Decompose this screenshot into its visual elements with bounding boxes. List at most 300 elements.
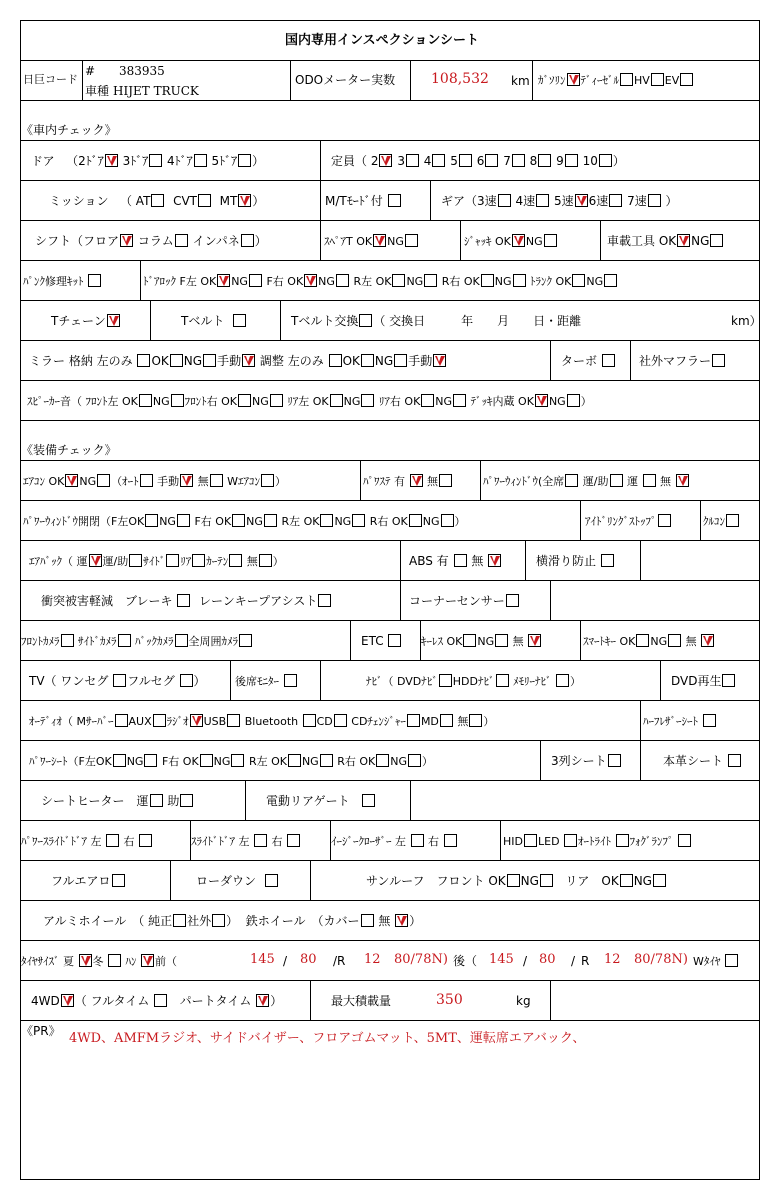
mirror-fold-left-checkbox[interactable] xyxy=(137,354,150,367)
capacity-7-checkbox[interactable] xyxy=(512,154,525,167)
airbag-rear-checkbox[interactable] xyxy=(192,554,205,567)
interior-heading-row xyxy=(21,100,759,140)
mirror-adjust-left-checkbox[interactable] xyxy=(329,354,342,367)
mission-cvt-label: CVT xyxy=(173,194,197,208)
sunroof-rear-ok-checkbox[interactable] xyxy=(620,874,633,887)
sunroof-rear-ng-checkbox[interactable] xyxy=(653,874,666,887)
capacity-7-label: 7 xyxy=(503,154,511,168)
door-lock-rl-ok-checkbox[interactable] xyxy=(392,274,405,287)
power-seat-rl-ok-checkbox[interactable] xyxy=(288,754,301,767)
audio-radio-label: ﾗｼﾞｵ xyxy=(166,715,189,728)
puncture-kit-checkbox[interactable] xyxy=(88,274,101,287)
pw-open-rr-ng-checkbox[interactable] xyxy=(441,514,454,527)
speaker-rl-ng-checkbox[interactable] xyxy=(361,394,374,407)
capacity-9-label: 9 xyxy=(556,154,564,168)
tire-rear-slash-r: / xyxy=(571,954,576,968)
power-slide-left-checkbox[interactable] xyxy=(106,834,119,847)
capacity-4-checkbox[interactable] xyxy=(432,154,445,167)
tire-front-load: 80/78N) xyxy=(394,952,448,967)
mission-mt-label: MT xyxy=(219,194,238,208)
door-lock-rr-ng-label: NG xyxy=(494,275,512,288)
turbo-checkbox[interactable] xyxy=(602,354,615,367)
speaker-fl-ng-checkbox[interactable] xyxy=(171,394,184,407)
keyless-label: ｷｰﾚｽ OK xyxy=(421,635,463,648)
led-checkbox[interactable] xyxy=(564,834,577,847)
door-lock-trunk-label: ﾄﾗﾝｸ OK xyxy=(530,275,572,288)
speaker-fr-ng-checkbox[interactable] xyxy=(270,394,283,407)
rear-monitor-checkbox[interactable] xyxy=(284,674,297,687)
seat-heater-driver-checkbox[interactable] xyxy=(150,794,163,807)
collision-brake-checkbox[interactable] xyxy=(177,594,190,607)
side-camera-checkbox[interactable] xyxy=(118,634,131,647)
spare-ng-label: NG xyxy=(387,235,404,248)
alumi-close: ） xyxy=(226,914,239,928)
mirror-fold-ok-checkbox[interactable] xyxy=(170,354,183,367)
capacity-10-checkbox[interactable] xyxy=(599,154,612,167)
speaker-fl-ok-checkbox[interactable] xyxy=(139,394,152,407)
steel-none-checkbox[interactable] xyxy=(395,914,408,927)
power-seat-close: ） xyxy=(422,755,433,768)
aircon-auto-checkbox[interactable] xyxy=(140,474,153,487)
pw-open-fl-ng-checkbox[interactable] xyxy=(177,514,190,527)
spare-ng-checkbox[interactable] xyxy=(405,234,418,247)
aircon-none-label: 無 xyxy=(197,475,209,488)
capacity-8-checkbox[interactable] xyxy=(538,154,551,167)
capacity-3-checkbox[interactable] xyxy=(406,154,419,167)
max-load-value: 350 xyxy=(436,992,463,1008)
sunroof-rear-ng-label: NG xyxy=(633,874,652,888)
fulltime-label: （ フルタイム xyxy=(74,994,150,1008)
t-belt-km: km） xyxy=(731,314,762,328)
tire-half-checkbox[interactable] xyxy=(141,954,154,967)
door-lock-trunk-ok-checkbox[interactable] xyxy=(572,274,585,287)
pw-open-rl-ok-checkbox[interactable] xyxy=(320,514,333,527)
mission-at-label: （ AT xyxy=(119,194,151,208)
w-tire-checkbox[interactable] xyxy=(725,954,738,967)
tire-front-width: 145 xyxy=(250,952,275,967)
tire-rear-width: 145 xyxy=(489,952,514,967)
equipment-section-heading: 《装備チェック》 xyxy=(21,443,117,457)
gear-4-label: 4速 xyxy=(515,194,536,208)
tv-fullseg-checkbox[interactable] xyxy=(180,674,193,687)
door-lock-rr-label: R右 OK xyxy=(441,275,480,288)
tire-summer-checkbox[interactable] xyxy=(79,954,92,967)
power-seat-fr-ok-checkbox[interactable] xyxy=(200,754,213,767)
door-lock-fl-ng-checkbox[interactable] xyxy=(249,274,262,287)
auto-light-checkbox[interactable] xyxy=(616,834,629,847)
shift-floor-checkbox[interactable] xyxy=(120,234,133,247)
door-label: ドア xyxy=(31,154,55,168)
power-window-dp-checkbox[interactable] xyxy=(610,474,623,487)
pw-open-fr-ok-checkbox[interactable] xyxy=(232,514,245,527)
etc-label: ETC xyxy=(361,634,384,648)
smart-key-label: ｽﾏｰﾄｷｰ OK xyxy=(583,635,636,648)
speaker-deck-ok-checkbox[interactable] xyxy=(535,394,548,407)
speaker-rr-ok-checkbox[interactable] xyxy=(421,394,434,407)
door-4-checkbox[interactable] xyxy=(194,154,207,167)
tire-winter-checkbox[interactable] xyxy=(108,954,121,967)
etc-checkbox[interactable] xyxy=(388,634,401,647)
power-seat-rr-ok-checkbox[interactable] xyxy=(376,754,389,767)
shift-column-checkbox[interactable] xyxy=(175,234,188,247)
smart-key-ok-checkbox[interactable] xyxy=(636,634,649,647)
fuel-gas-label: ｶﾞｿﾘﾝ xyxy=(538,74,566,87)
airbag-driver-checkbox[interactable] xyxy=(89,554,102,567)
rear-monitor-label: 後席ﾓﾆﾀｰ xyxy=(235,675,279,688)
back-camera-label: ﾊﾞｯｸｶﾒﾗ xyxy=(135,635,174,648)
t-belt-change-checkbox[interactable] xyxy=(359,314,372,327)
keyless-none-label: 無 xyxy=(512,635,524,648)
airbag-curtain-label: ｶｰﾃﾝ xyxy=(206,555,229,568)
mirror-adjust-ok-checkbox[interactable] xyxy=(361,354,374,367)
gear-7-label: 7速 xyxy=(627,194,647,208)
gear-4-checkbox[interactable] xyxy=(536,194,549,207)
capacity-2-checkbox[interactable] xyxy=(379,154,392,167)
door-3-checkbox[interactable] xyxy=(149,154,162,167)
capacity-2-label: 2 xyxy=(370,154,379,168)
lane-keep-checkbox[interactable] xyxy=(318,594,331,607)
aircon-label: ｴｱｺﾝ OK xyxy=(23,475,65,488)
capacity-8-label: 8 xyxy=(529,154,538,168)
easy-closer-left-checkbox[interactable] xyxy=(411,834,424,847)
gear-5-checkbox[interactable] xyxy=(575,194,588,207)
aircon-ok-checkbox[interactable] xyxy=(65,474,78,487)
power-rear-gate-checkbox[interactable] xyxy=(362,794,375,807)
page-title: 国内専用インスペクションシート xyxy=(285,33,480,48)
front-camera-checkbox[interactable] xyxy=(61,634,74,647)
power-rear-gate-label: 電動リアゲート xyxy=(266,794,350,808)
puncture-kit-label: ﾊﾟﾝｸ修理ｷｯﾄ xyxy=(23,275,84,288)
mirror-adjust-ng-label: NG xyxy=(374,354,394,368)
airbag-dp-checkbox[interactable] xyxy=(129,554,142,567)
power-steering-none-checkbox[interactable] xyxy=(439,474,452,487)
speaker-deck-ng-label: NG xyxy=(548,395,566,408)
hid-label: HID xyxy=(503,835,523,848)
lane-keep-label: レーンキープアシスト xyxy=(199,594,318,608)
full-aero-checkbox[interactable] xyxy=(112,874,125,887)
idling-stop-checkbox[interactable] xyxy=(658,514,671,527)
pw-open-fl-ng-label: NG xyxy=(159,515,176,528)
door-2-checkbox[interactable] xyxy=(105,154,118,167)
pw-open-fr-ng-checkbox[interactable] xyxy=(264,514,277,527)
door-lock-fr-ng-checkbox[interactable] xyxy=(336,274,349,287)
door-lock-fr-ng-label: NG xyxy=(318,275,335,288)
tire-rear-slash: / xyxy=(523,954,528,968)
model-value: HIJET TRUCK xyxy=(113,84,199,98)
shift-close: ） xyxy=(254,234,267,248)
gear-7-checkbox[interactable] xyxy=(648,194,661,207)
shift-column-label: コラム xyxy=(137,234,174,248)
door-lock-fr-ok-checkbox[interactable] xyxy=(304,274,317,287)
door-lock-trunk-ng-checkbox[interactable] xyxy=(604,274,617,287)
smart-key-none-label: 無 xyxy=(685,635,697,648)
speaker-deck-label: ﾃﾞｯｷ内蔵 OK xyxy=(470,395,534,408)
power-seat-rl-ng-label: NG xyxy=(301,755,319,768)
gear-close: ） xyxy=(665,194,678,208)
airbag-none-checkbox[interactable] xyxy=(259,554,272,567)
t-chain-checkbox[interactable] xyxy=(107,314,120,327)
jack-ng-checkbox[interactable] xyxy=(544,234,557,247)
audio-usb-label: USB xyxy=(203,715,227,728)
pw-open-fr-ng-label: NG xyxy=(246,515,263,528)
easy-closer-right-checkbox[interactable] xyxy=(444,834,457,847)
power-window-driver-checkbox[interactable] xyxy=(643,474,656,487)
gear-3-label: 3速 xyxy=(477,194,497,208)
hid-checkbox[interactable] xyxy=(524,834,537,847)
t-belt-checkbox[interactable] xyxy=(233,314,246,327)
aircon-none-checkbox[interactable] xyxy=(210,474,223,487)
capacity-9-checkbox[interactable] xyxy=(565,154,578,167)
fuel-gas-checkbox[interactable] xyxy=(567,73,580,86)
door-lock-fl-label: ﾄﾞｱﾛｯｸ F左 OK xyxy=(143,275,217,288)
abs-none-checkbox[interactable] xyxy=(488,554,501,567)
steel-none-label: 無 xyxy=(378,914,391,928)
keyless-none-checkbox[interactable] xyxy=(528,634,541,647)
capacity-6-checkbox[interactable] xyxy=(485,154,498,167)
capacity-10-label: 10 xyxy=(582,154,598,168)
mirror-adjust-ng-checkbox[interactable] xyxy=(394,354,407,367)
tire-winter-label: 冬 xyxy=(92,955,104,968)
w-aircon-checkbox[interactable] xyxy=(261,474,274,487)
navi-label: ﾅﾋﾞ（ DVDﾅﾋﾞ xyxy=(366,675,438,688)
auto-light-label: ｵｰﾄﾗｲﾄ xyxy=(578,835,612,848)
tools-ok-checkbox[interactable] xyxy=(677,234,690,247)
spare-ok-checkbox[interactable] xyxy=(373,234,386,247)
capacity-5-label: 5 xyxy=(450,154,458,168)
door-lock-rr-ng-checkbox[interactable] xyxy=(513,274,526,287)
navi-memory-checkbox[interactable] xyxy=(556,674,569,687)
tools-ng-checkbox[interactable] xyxy=(710,234,723,247)
door-4-label: 4ﾄﾞｱ xyxy=(167,154,193,168)
skid-checkbox[interactable] xyxy=(601,554,614,567)
shift-inpane-checkbox[interactable] xyxy=(241,234,254,247)
tire-front-slash-r: /R xyxy=(333,954,346,968)
pw-open-rl-ng-label: NG xyxy=(334,515,352,528)
parttime-checkbox[interactable] xyxy=(256,994,269,1007)
navi-dvd-checkbox[interactable] xyxy=(439,674,452,687)
door-5-checkbox[interactable] xyxy=(238,154,251,167)
sunroof-front-ok-checkbox[interactable] xyxy=(507,874,520,887)
mirror-fold-ng-checkbox[interactable] xyxy=(203,354,216,367)
turbo-label: ターボ xyxy=(561,354,598,368)
audio-cd-changer-checkbox[interactable] xyxy=(407,714,420,727)
t-belt-label: Tベルト xyxy=(181,314,225,328)
tools-label: 車載工具 OK xyxy=(607,234,677,248)
keyless-ng-label: NG xyxy=(477,635,495,648)
pw-open-fr-label: F右 OK xyxy=(194,515,232,528)
alumi-aftermarket-checkbox[interactable] xyxy=(212,914,225,927)
steel-label: 鉄ホイール （カバー xyxy=(245,914,360,928)
capacity-label: 定員（ xyxy=(331,154,368,168)
fulltime-checkbox[interactable] xyxy=(154,994,167,1007)
mission-cvt-checkbox[interactable] xyxy=(198,194,211,207)
gear-6-checkbox[interactable] xyxy=(609,194,622,207)
odo-unit: km xyxy=(511,74,530,88)
power-seat-rr-ng-checkbox[interactable] xyxy=(408,754,421,767)
power-seat-rl-ng-checkbox[interactable] xyxy=(320,754,333,767)
power-window-none-checkbox[interactable] xyxy=(676,474,689,487)
led-label: LED xyxy=(538,835,560,848)
half-leather-checkbox[interactable] xyxy=(703,714,716,727)
audio-none-checkbox[interactable] xyxy=(469,714,482,727)
idling-stop-label: ｱｲﾄﾞﾘﾝｸﾞｽﾄｯﾌﾟ xyxy=(585,515,657,528)
audio-bluetooth-label: Bluetooth xyxy=(244,715,299,728)
gear-3-checkbox[interactable] xyxy=(498,194,511,207)
navi-memory-label: ﾒﾓﾘｰﾅﾋﾞ xyxy=(513,675,552,688)
pw-open-rl-ng-checkbox[interactable] xyxy=(352,514,365,527)
jack-ok-checkbox[interactable] xyxy=(512,234,525,247)
mirror-adjust-manual-label: 手動 xyxy=(408,354,433,368)
pr-section-heading: 《PR》 xyxy=(21,1024,61,1038)
steel-close: ） xyxy=(409,914,422,928)
around-camera-checkbox[interactable] xyxy=(239,634,252,647)
speaker-rr-ng-checkbox[interactable] xyxy=(453,394,466,407)
speaker-close: ） xyxy=(580,395,592,408)
cruise-label: ｸﾙｺﾝ xyxy=(703,515,725,528)
power-seat-fr-ng-checkbox[interactable] xyxy=(231,754,244,767)
pw-open-rr-ok-checkbox[interactable] xyxy=(409,514,422,527)
code-hash: # xyxy=(85,64,96,78)
mt-mode-checkbox[interactable] xyxy=(388,194,401,207)
door-lock-rr-ok-checkbox[interactable] xyxy=(481,274,494,287)
audio-md-checkbox[interactable] xyxy=(440,714,453,727)
power-slide-label: ﾊﾟﾜｰｽﾗｲﾄﾞﾄﾞｱ 左 xyxy=(21,835,102,848)
pw-open-fl-label: ﾊﾟﾜｰｳｨﾝﾄﾞｳ開閉（F左OK xyxy=(23,515,145,528)
audio-aux-checkbox[interactable] xyxy=(153,714,166,727)
sunroof-front-ng-checkbox[interactable] xyxy=(540,874,553,887)
back-camera-checkbox[interactable] xyxy=(175,634,188,647)
audio-bluetooth-checkbox[interactable] xyxy=(303,714,316,727)
audio-label: ｵｰﾃﾞｨｵ（ Mｻｰﾊﾞｰ xyxy=(29,715,114,728)
third-row-label: 3列シート xyxy=(551,754,607,768)
door-lock-fl-ok-checkbox[interactable] xyxy=(217,274,230,287)
speaker-fl-ng-label: NG xyxy=(152,395,170,408)
w-tire-label: Wﾀｲﾔ xyxy=(693,955,721,968)
tire-rear-load: 80/78N) xyxy=(634,952,688,967)
mirror-fold-manual-checkbox[interactable] xyxy=(242,354,255,367)
power-seat-rr-ng-label: NG xyxy=(390,755,407,768)
power-window-label: ﾊﾟﾜｰｳｨﾝﾄﾞｳ(全席 xyxy=(483,475,565,488)
aircon-manual-checkbox[interactable] xyxy=(180,474,193,487)
tire-front-slash: / xyxy=(283,954,288,968)
fog-checkbox[interactable] xyxy=(678,834,691,847)
steel-cover-checkbox[interactable] xyxy=(361,914,374,927)
audio-cd-checkbox[interactable] xyxy=(334,714,347,727)
power-seat-fl-ok-checkbox[interactable] xyxy=(113,754,126,767)
power-seat-fl-ng-checkbox[interactable] xyxy=(144,754,157,767)
speaker-fr-ok-checkbox[interactable] xyxy=(238,394,251,407)
alumi-genuine-checkbox[interactable] xyxy=(173,914,186,927)
audio-md-label: MD xyxy=(420,715,439,728)
capacity-6-label: 6 xyxy=(476,154,485,168)
tv-oneseg-checkbox[interactable] xyxy=(113,674,126,687)
abs-yes-checkbox[interactable] xyxy=(454,554,467,567)
tire-front-label: 前（ xyxy=(155,955,177,968)
fourwd-label: 4WD xyxy=(31,994,60,1008)
navi-close: ） xyxy=(570,675,581,688)
fourwd-checkbox[interactable] xyxy=(61,994,74,1007)
pw-open-rl-label: R左 OK xyxy=(281,515,320,528)
pw-open-fl-ok-checkbox[interactable] xyxy=(145,514,158,527)
audio-none-label: 無 xyxy=(457,715,469,728)
audio-mserver-checkbox[interactable] xyxy=(115,714,128,727)
third-row-checkbox[interactable] xyxy=(608,754,621,767)
corner-sensor-checkbox[interactable] xyxy=(506,594,519,607)
keyless-ok-checkbox[interactable] xyxy=(463,634,476,647)
navi-hdd-label: HDDﾅﾋﾞ xyxy=(452,675,495,688)
airbag-label: ｴｱﾊﾞｯｸ（ 運 xyxy=(29,555,88,568)
airbag-side-checkbox[interactable] xyxy=(166,554,179,567)
slide-door-right-checkbox[interactable] xyxy=(287,834,300,847)
leather-checkbox[interactable] xyxy=(728,754,741,767)
smart-key-ng-checkbox[interactable] xyxy=(668,634,681,647)
power-window-all-checkbox[interactable] xyxy=(565,474,578,487)
power-slide-right-checkbox[interactable] xyxy=(139,834,152,847)
tv-fullseg-label: フルセグ xyxy=(127,674,175,688)
door-lock-fr-label: F右 OK xyxy=(266,275,304,288)
door-5-label: 5ﾄﾞｱ xyxy=(211,154,238,168)
power-window-driver-label: 運 xyxy=(627,475,639,488)
navi-hdd-checkbox[interactable] xyxy=(496,674,509,687)
audio-usb-checkbox[interactable] xyxy=(227,714,240,727)
mirror-adjust-label: 調整 左のみ xyxy=(259,354,324,368)
fuel-hv-checkbox[interactable] xyxy=(651,73,664,86)
gear-label: ギア（ xyxy=(441,194,478,208)
smart-key-none-checkbox[interactable] xyxy=(701,634,714,647)
cruise-checkbox[interactable] xyxy=(726,514,739,527)
audio-aux-label: AUX xyxy=(128,715,152,728)
fuel-ev-checkbox[interactable] xyxy=(680,73,693,86)
dvd-play-checkbox[interactable] xyxy=(722,674,735,687)
speaker-rl-ng-label: NG xyxy=(343,395,361,408)
speaker-rr-ng-label: NG xyxy=(435,395,453,408)
slide-door-left-checkbox[interactable] xyxy=(254,834,267,847)
door-lock-rl-ng-checkbox[interactable] xyxy=(424,274,437,287)
airbag-rear-label: ﾘｱ xyxy=(180,555,192,568)
easy-closer-label: ｲｰｼﾞｰｸﾛｰｻﾞｰ 左 xyxy=(331,835,406,848)
mirror-adjust-manual-checkbox[interactable] xyxy=(433,354,446,367)
audio-cd-changer-label: CDﾁｪﾝｼﾞｬｰ xyxy=(351,715,406,728)
speaker-rl-label: ﾘｱ左 OK xyxy=(287,395,329,408)
seat-heater-passenger-checkbox[interactable] xyxy=(180,794,193,807)
sunroof-rear-label: リア OK xyxy=(565,874,619,888)
mission-mt-checkbox[interactable] xyxy=(238,194,251,207)
aircon-ng-checkbox[interactable] xyxy=(97,474,110,487)
shift-floor-label: フロア xyxy=(83,234,120,248)
speaker-deck-ng-checkbox[interactable] xyxy=(567,394,580,407)
capacity-5-checkbox[interactable] xyxy=(459,154,472,167)
pw-open-rr-label: R右 OK xyxy=(369,515,408,528)
muffler-checkbox[interactable] xyxy=(712,354,725,367)
audio-radio-checkbox[interactable] xyxy=(190,714,203,727)
airbag-curtain-checkbox[interactable] xyxy=(229,554,242,567)
lowdown-checkbox[interactable] xyxy=(265,874,278,887)
header-row xyxy=(21,60,759,100)
shift-inpane-label: インパネ xyxy=(192,234,240,248)
speaker-rl-ok-checkbox[interactable] xyxy=(330,394,343,407)
tire-rear-ratio: 80 xyxy=(539,952,556,967)
odo-label: ODOメーター実数 xyxy=(295,73,396,87)
power-steering-yes-checkbox[interactable] xyxy=(410,474,423,487)
tire-rear-inch: 12 xyxy=(604,952,621,967)
keyless-ng-checkbox[interactable] xyxy=(495,634,508,647)
alumi-label: アルミホイール （ 純正 xyxy=(43,914,173,928)
mission-at-checkbox[interactable] xyxy=(151,194,164,207)
airbag-dp-label: 運/助 xyxy=(102,555,129,568)
code-label: 日巨コード xyxy=(23,73,78,86)
gear-6-label: 6速 xyxy=(588,194,609,208)
fuel-diesel-checkbox[interactable] xyxy=(620,73,633,86)
